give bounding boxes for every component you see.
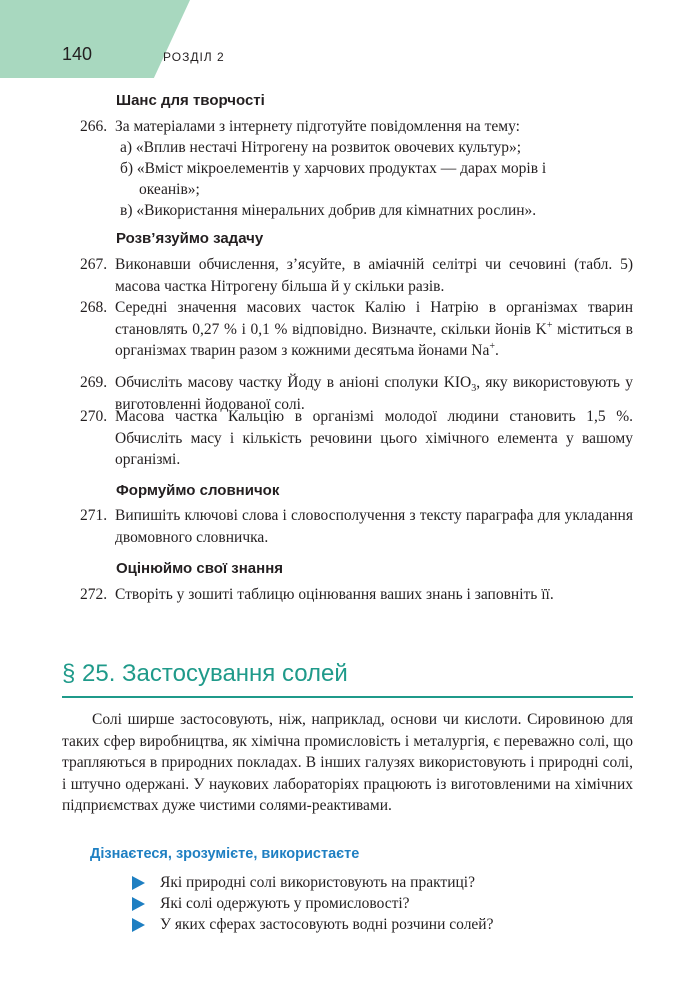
- exercise-text: Виконавши обчислення, з’ясуйте, в аміачній селітрі чи сечовині (табл. 5) масова частка Нітрогену більша й у скільки разів.: [115, 256, 633, 295]
- exercise-text: Масова частка Кальцію в організмі молодої людини становить 1,5 %. Обчисліть масу і кількість речовини цього хімічного елемента у вашому організмі.: [115, 408, 633, 468]
- triangle-bullet-icon: [132, 897, 145, 911]
- exercise-268: [80, 297, 633, 362]
- text-part: , яку використовують у виготовленні йодованої солі.: [115, 374, 633, 413]
- subscript: 3: [471, 383, 477, 395]
- question-item: [160, 914, 494, 935]
- exercise-266-a: а) «Вплив нестачі Нітрогену на розвиток овочевих культур»;: [120, 139, 522, 156]
- question-text: Які природні солі використовують на практиці?: [160, 874, 475, 891]
- title-rule: [62, 696, 633, 698]
- exercise-number: 270.: [80, 408, 108, 425]
- exercise-number: 269.: [80, 374, 108, 391]
- superscript: +: [489, 340, 495, 352]
- exercise-266-b-cont: океанів»;: [139, 181, 200, 198]
- text-part: міститься в організмах тварин разом з кожними десятьма йонами Na: [115, 320, 633, 359]
- question-text: У яких сферах застосовують водні розчини солей?: [160, 916, 494, 933]
- superscript: +: [546, 319, 553, 331]
- paragraph-intro: Солі ширше застосовують, ніж, наприклад, основи чи кислоти. Сировиною для таких сфер виробництва, як хімічна промисловість і металургія, є переважно солі, що трапляються в природних покладах. В інших галузях використовують і природні солі, і штучно одержані. У наукових лабораторіях працюють із виготовленими на хімічних підприємствах дуже чистими солями-реактивами.: [62, 711, 633, 814]
- exercise-number: 267.: [80, 256, 108, 273]
- exercise-270: [80, 406, 633, 471]
- header-tab: [0, 0, 190, 78]
- exercise-266: [80, 116, 633, 138]
- heading-creative: Шанс для творчості: [116, 92, 265, 109]
- text-part: Обчисліть масову частку Йоду в аніоні сполуки KIO: [115, 374, 472, 391]
- question-item: [160, 872, 475, 893]
- heading-assessment: Оцінюймо свої знання: [116, 560, 284, 577]
- exercise-267: [80, 254, 633, 297]
- exercise-271: [80, 505, 633, 548]
- exercise-266-c: в) «Використання мінеральних добрив для кімнатних рослин».: [120, 202, 537, 219]
- learn-heading: Дізнаєтеся, зрозумієте, використаєте: [90, 846, 360, 862]
- exercise-number: 268.: [80, 299, 108, 316]
- text-part: Середні значення масових часток Калію і Натрію в організмах тварин становлять 0,27 % і 0,1 % відповідно. Визначте, скільки йонів K: [115, 299, 633, 338]
- exercise-272: [80, 584, 633, 606]
- paragraph-title: § 25. Застосування солей: [62, 660, 348, 687]
- question-item: [160, 893, 410, 914]
- exercise-number: 271.: [80, 507, 108, 524]
- section-label: РОЗДІЛ 2: [163, 50, 225, 64]
- heading-glossary: Формуймо словничок: [116, 482, 280, 499]
- question-text: Які солі одержують у промисловості?: [160, 895, 410, 912]
- text-part: .: [495, 342, 499, 359]
- page-number: 140: [62, 44, 93, 64]
- exercise-text: Створіть у зошиті таблицю оцінювання ваших знань і заповніть її.: [115, 586, 554, 603]
- exercise-text: За матеріалами з інтернету підготуйте повідомлення на тему:: [115, 118, 520, 135]
- exercise-number: 272.: [80, 586, 108, 603]
- triangle-bullet-icon: [132, 918, 145, 932]
- heading-problems: Розв’язуймо задачу: [116, 230, 264, 247]
- exercise-text: Випишіть ключові слова і словосполучення з тексту параграфа для укладання двомовного словничка.: [115, 507, 633, 546]
- exercise-266-b: б) «Вміст мікроелементів у харчових продуктах — дарах морів і: [120, 160, 547, 177]
- exercise-text: [115, 297, 633, 362]
- exercise-number: 266.: [80, 118, 108, 135]
- triangle-bullet-icon: [132, 876, 145, 890]
